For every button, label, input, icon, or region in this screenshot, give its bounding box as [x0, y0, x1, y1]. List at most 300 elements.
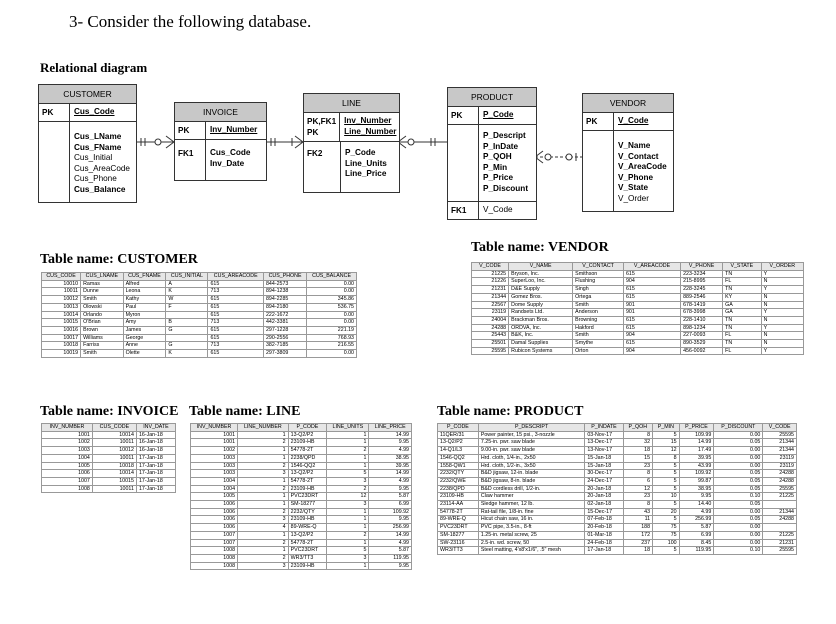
- customer-cell: 10017: [42, 334, 81, 342]
- vendor-cell: FL: [723, 278, 761, 286]
- invoice-cell: 1006: [42, 470, 93, 478]
- customer-cell: F: [166, 303, 208, 311]
- invoice-attr: Cus_Code: [210, 148, 251, 157]
- vendor-attr: V_Name: [618, 141, 651, 150]
- entity-invoice-title: INVOICE: [175, 103, 266, 122]
- line-cell: 14.99: [369, 531, 412, 539]
- customer-cell: 713: [208, 342, 264, 350]
- product-cell: 109.92: [679, 470, 714, 478]
- vendor-cell: 21226: [472, 278, 509, 286]
- vendor-cell: 215-8995: [681, 278, 723, 286]
- line-cell: 1: [327, 462, 369, 470]
- line-cell: 1001: [191, 439, 238, 447]
- product-cell: 75: [653, 531, 680, 539]
- entity-product-title: PRODUCT: [448, 88, 536, 107]
- product-cell: 8.45: [679, 539, 714, 547]
- customer-cell: Leona: [123, 288, 166, 296]
- product-cell: 1558-QW1: [438, 462, 479, 470]
- line-cell: 9.95: [369, 439, 412, 447]
- line-cell: 1: [327, 431, 369, 439]
- vendor-cell: 615: [623, 286, 680, 294]
- vendor-cell: Smythe: [573, 340, 624, 348]
- line-pk-label: PK,FK1 PK: [304, 113, 340, 141]
- invoice-cell: 17-Jan-18: [136, 454, 175, 462]
- table-row: [191, 531, 412, 539]
- table-row: [42, 311, 357, 319]
- vendor-cell: N: [761, 340, 803, 348]
- customer-pk-attr: Cus_Code: [74, 107, 115, 116]
- line-cell: 5.87: [369, 493, 412, 501]
- customer-attr: Cus_Balance: [74, 184, 126, 194]
- invoice-column-header: INV_DATE: [136, 424, 175, 432]
- entity-invoice: [174, 102, 267, 181]
- vendor-attr: V_Contact: [618, 151, 659, 161]
- line-cell: 1006: [191, 501, 238, 509]
- invoice-cell: 1002: [42, 439, 93, 447]
- table-row: [191, 524, 412, 532]
- table-row: [472, 316, 804, 324]
- line-cell: 4: [238, 524, 289, 532]
- vendor-cell: 456-0092: [681, 347, 723, 355]
- vendor-pk-label: PK: [583, 113, 614, 130]
- product-cell: 15-Jan-18: [585, 454, 623, 462]
- line-attr: P_Code: [345, 148, 376, 157]
- product-cell: 0.00: [714, 447, 763, 455]
- vendor-cell: 901: [623, 301, 680, 309]
- table-row: [42, 288, 357, 296]
- product-cell: Hicut chain saw, 16 in.: [478, 516, 585, 524]
- product-column-header: V_CODE: [763, 424, 797, 432]
- product-cell: 0.05: [714, 516, 763, 524]
- vendor-column-header: V_STATE: [723, 263, 761, 271]
- table-row: [191, 493, 412, 501]
- product-cell: 15-Dec-17: [585, 508, 623, 516]
- product-cell: 21344: [763, 447, 797, 455]
- line-column-header: LINE_NUMBER: [238, 424, 289, 432]
- vendor-cell: 24288: [472, 324, 509, 332]
- invoice-cell: 17-Jan-18: [136, 470, 175, 478]
- customer-cell: 0.00: [307, 319, 357, 327]
- vendor-cell: Dome Supply: [509, 301, 573, 309]
- product-attr: P_Descript: [483, 131, 526, 140]
- table-row: [438, 501, 797, 509]
- product-cell: 1.25-in. metal screw, 25: [478, 531, 585, 539]
- vendor-cell: SuperLoo, Inc.: [509, 278, 573, 286]
- vendor-cell: Y: [761, 286, 803, 294]
- invoice-cell: 17-Jan-18: [136, 462, 175, 470]
- product-attr: P_QOH: [483, 152, 512, 161]
- line-cell: 2232/QTY: [288, 508, 327, 516]
- product-cell: 0.10: [714, 547, 763, 555]
- vendor-cell: 23119: [472, 309, 509, 317]
- line-cell: PVC23DRT: [288, 547, 327, 555]
- vendor-cell: Ortega: [573, 293, 624, 301]
- line-cell: 1: [238, 477, 289, 485]
- line-cell: 119.95: [369, 554, 412, 562]
- invoice-cell: 16-Jan-18: [136, 439, 175, 447]
- line-cell: 1004: [191, 485, 238, 493]
- product-cell: 32: [623, 439, 653, 447]
- line-cell: 2: [327, 531, 369, 539]
- product-cell: 13-Dec-17: [585, 439, 623, 447]
- table-row: [472, 309, 804, 317]
- line-table-name: Table name: LINE: [189, 404, 301, 419]
- invoice-cell: 16-Jan-18: [136, 431, 175, 439]
- customer-cell: 10013: [42, 303, 81, 311]
- vendor-cell: 25443: [472, 332, 509, 340]
- product-cell: 99.87: [679, 477, 714, 485]
- vendor-cell: GA: [723, 309, 761, 317]
- line-cell: 14.99: [369, 431, 412, 439]
- customer-cell: 768.93: [307, 334, 357, 342]
- invoice-cell: 10018: [92, 462, 136, 470]
- line-cell: 13-Q2/P2: [288, 531, 327, 539]
- line-cell: 1: [327, 439, 369, 447]
- vendor-column-header: V_CONTACT: [573, 263, 624, 271]
- line-column-header: LINE_UNITS: [327, 424, 369, 432]
- product-cell: WR3/TT3: [438, 547, 479, 555]
- product-cell: 14.99: [679, 439, 714, 447]
- product-column-header: P_INDATE: [585, 424, 623, 432]
- product-cell: 2.5-in. wd. screw, 50: [478, 539, 585, 547]
- vendor-cell: 898-1234: [681, 324, 723, 332]
- table-row: [42, 334, 357, 342]
- table-row: [191, 447, 412, 455]
- invoice-table-name: Table name: INVOICE: [40, 404, 179, 419]
- vendor-cell: KY: [723, 293, 761, 301]
- customer-header-row: [42, 273, 357, 281]
- product-cell: 17-Jan-18: [585, 547, 623, 555]
- diagram-heading: Relational diagram: [40, 60, 148, 75]
- customer-cell: 297-3809: [263, 350, 306, 358]
- table-row: [438, 462, 797, 470]
- customer-table-name: Table name: CUSTOMER: [40, 252, 198, 267]
- vendor-cell: 615: [623, 316, 680, 324]
- table-row: [42, 296, 357, 304]
- product-cell: 9.95: [679, 493, 714, 501]
- line-cell: 9.95: [369, 485, 412, 493]
- invoice-cell: 1003: [42, 447, 93, 455]
- line-attr: Line_Price: [345, 169, 387, 178]
- customer-cell: W: [166, 296, 208, 304]
- customer-cell: 894-2285: [263, 296, 306, 304]
- vendor-cell: N: [761, 278, 803, 286]
- product-cell: 0.00: [714, 508, 763, 516]
- customer-cell: 0.00: [307, 311, 357, 319]
- line-cell: 5.87: [369, 547, 412, 555]
- question-title: 3- Consider the following database.: [69, 12, 312, 31]
- product-cell: Hrd. cloth, 1/2-in., 3x50: [478, 462, 585, 470]
- product-cell: 2238/QPD: [438, 485, 479, 493]
- customer-cell: 615: [208, 326, 264, 334]
- customer-pk-label: PK: [39, 104, 70, 121]
- product-cell: SW-23116: [438, 539, 479, 547]
- product-cell: 0.05: [714, 501, 763, 509]
- customer-cell: 10012: [42, 296, 81, 304]
- entity-vendor: [582, 93, 674, 212]
- customer-cell: 615: [208, 311, 264, 319]
- customer-cell: Myron: [123, 311, 166, 319]
- product-cell: 21344: [763, 508, 797, 516]
- invoice-cell: 10011: [92, 485, 136, 493]
- line-cell: 2: [238, 539, 289, 547]
- product-cell: 5: [653, 516, 680, 524]
- customer-cell: 10011: [42, 288, 81, 296]
- table-row: [191, 554, 412, 562]
- customer-cell: Anne: [123, 342, 166, 350]
- table-row: [472, 278, 804, 286]
- customer-cell: Williams: [81, 334, 123, 342]
- line-cell: 23109-HB: [288, 516, 327, 524]
- customer-cell: 10019: [42, 350, 81, 358]
- product-cell: 11QER/31: [438, 431, 479, 439]
- invoice-header-row: [42, 424, 176, 432]
- table-row: [472, 340, 804, 348]
- customer-cell: K: [166, 350, 208, 358]
- line-cell: 9.95: [369, 562, 412, 570]
- product-cell: 18: [623, 447, 653, 455]
- vendor-cell: 228-3245: [681, 286, 723, 294]
- product-column-header: P_CODE: [438, 424, 479, 432]
- customer-attr: Cus_Phone: [74, 174, 117, 183]
- line-cell: 1001: [191, 431, 238, 439]
- line-cell: 5: [327, 470, 369, 478]
- product-cell: 25595: [763, 547, 797, 555]
- invoice-cell: 10011: [92, 454, 136, 462]
- product-cell: 5: [653, 431, 680, 439]
- vendor-cell: TN: [723, 270, 761, 278]
- vendor-cell: Orton: [573, 347, 624, 355]
- invoice-attr: Inv_Date: [210, 158, 245, 168]
- customer-cell: 10015: [42, 319, 81, 327]
- product-cell: PVC pipe, 3.5-in., 8-ft: [478, 524, 585, 532]
- vendor-cell: Gomez Bros.: [509, 293, 573, 301]
- vendor-cell: N: [761, 293, 803, 301]
- vendor-cell: Smithson: [573, 270, 624, 278]
- product-cell: 01-Mar-18: [585, 531, 623, 539]
- product-header-row: [438, 424, 797, 432]
- customer-cell: 442-3381: [263, 319, 306, 327]
- customer-cell: 713: [208, 319, 264, 327]
- product-cell: 14-Q1/L3: [438, 447, 479, 455]
- customer-cell: [166, 334, 208, 342]
- vendor-cell: D&E Supply: [509, 286, 573, 294]
- product-cell: 54778-2T: [438, 508, 479, 516]
- vendor-header-row: [472, 263, 804, 271]
- line-cell: 4.99: [369, 539, 412, 547]
- product-cell: 0.05: [714, 485, 763, 493]
- customer-cell: 345.86: [307, 296, 357, 304]
- customer-attr: Cus_FName: [74, 142, 122, 152]
- customer-cell: 216.55: [307, 342, 357, 350]
- table-row: [42, 470, 176, 478]
- vendor-pk-attr: V_Code: [618, 116, 649, 125]
- line-cell: 23109-HB: [288, 562, 327, 570]
- vendor-cell: 615: [623, 270, 680, 278]
- invoice-cell: 1008: [42, 485, 93, 493]
- table-row: [472, 347, 804, 355]
- table-row: [438, 547, 797, 555]
- table-row: [191, 454, 412, 462]
- line-cell: 13-Q2/P2: [288, 470, 327, 478]
- customer-cell: 222-1672: [263, 311, 306, 319]
- table-row: [191, 508, 412, 516]
- invoice-cell: 17-Jan-18: [136, 485, 175, 493]
- customer-cell: Orlando: [81, 311, 123, 319]
- product-cell: 75: [653, 524, 680, 532]
- customer-cell: 297-1228: [263, 326, 306, 334]
- customer-cell: 221.19: [307, 326, 357, 334]
- invoice-cell: 10011: [92, 439, 136, 447]
- product-cell: 5: [653, 485, 680, 493]
- product-cell: 23: [623, 493, 653, 501]
- product-column-header: P_QOH: [623, 424, 653, 432]
- invoice-pk-attr: Inv_Number: [210, 125, 258, 134]
- invoice-pk-label: PK: [175, 122, 206, 139]
- product-cell: 119.95: [679, 547, 714, 555]
- product-cell: 20-Feb-18: [585, 524, 623, 532]
- table-row: [42, 462, 176, 470]
- vendor-cell: 901: [623, 309, 680, 317]
- customer-cell: Farriss: [81, 342, 123, 350]
- line-cell: 2: [238, 485, 289, 493]
- vendor-cell: Browning: [573, 316, 624, 324]
- table-row: [191, 501, 412, 509]
- line-cell: 1: [238, 531, 289, 539]
- line-cell: 1007: [191, 539, 238, 547]
- line-attr: Line_Units: [345, 158, 387, 168]
- line-cell: 109.92: [369, 508, 412, 516]
- line-cell: 12: [327, 493, 369, 501]
- customer-cell: O'Brian: [81, 319, 123, 327]
- product-cell: 9.00-in. pwr. saw blade: [478, 447, 585, 455]
- vendor-cell: 22567: [472, 301, 509, 309]
- customer-column-header: CUS_AREACODE: [208, 273, 264, 281]
- line-column-header: P_CODE: [288, 424, 327, 432]
- table-row: [191, 562, 412, 570]
- table-row: [42, 326, 357, 334]
- product-pk-attr: P_Code: [483, 110, 514, 119]
- vendor-cell: Damal Supplies: [509, 340, 573, 348]
- customer-cell: 615: [208, 280, 264, 288]
- product-cell: 07-Feb-18: [585, 516, 623, 524]
- customer-cell: 10014: [42, 311, 81, 319]
- customer-cell: A: [166, 280, 208, 288]
- customer-cell: Olowski: [81, 303, 123, 311]
- product-cell: 5: [653, 547, 680, 555]
- line-cell: 1: [327, 454, 369, 462]
- customer-cell: K: [166, 288, 208, 296]
- vendor-cell: 25595: [472, 347, 509, 355]
- product-cell: 14.40: [679, 501, 714, 509]
- table-row: [42, 477, 176, 485]
- product-cell: 7.25-in. pwr. saw blade: [478, 439, 585, 447]
- vendor-cell: Anderson: [573, 309, 624, 317]
- product-cell: 21231: [763, 539, 797, 547]
- invoice-column-header: INV_NUMBER: [42, 424, 93, 432]
- line-column-header: LINE_PRICE: [369, 424, 412, 432]
- line-cell: 3: [327, 477, 369, 485]
- product-cell: 24-Dec-17: [585, 477, 623, 485]
- line-cell: 14.99: [369, 470, 412, 478]
- product-cell: 25595: [763, 431, 797, 439]
- product-cell: 6.99: [679, 531, 714, 539]
- invoice-cell: 10014: [92, 431, 136, 439]
- vendor-cell: 615: [623, 293, 680, 301]
- line-cell: 1: [238, 501, 289, 509]
- product-cell: 5: [653, 501, 680, 509]
- product-column-header: P_PRICE: [679, 424, 714, 432]
- customer-cell: 536.75: [307, 303, 357, 311]
- customer-cell: G: [166, 342, 208, 350]
- customer-cell: 894-1238: [263, 288, 306, 296]
- product-table-name: Table name: PRODUCT: [437, 404, 584, 419]
- product-cell: 23114-AA: [438, 501, 479, 509]
- vendor-cell: Y: [761, 270, 803, 278]
- vendor-cell: TN: [723, 324, 761, 332]
- vendor-cell: 890-3529: [681, 340, 723, 348]
- line-cell: 1008: [191, 562, 238, 570]
- vendor-cell: Hakford: [573, 324, 624, 332]
- vendor-cell: 21231: [472, 286, 509, 294]
- product-cell: 0.00: [714, 531, 763, 539]
- customer-cell: 713: [208, 288, 264, 296]
- customer-cell: 10018: [42, 342, 81, 350]
- customer-cell: Kathy: [123, 296, 166, 304]
- line-cell: 4.99: [369, 477, 412, 485]
- table-row: [42, 342, 357, 350]
- table-row: [42, 350, 357, 358]
- product-cell: [763, 524, 797, 532]
- line-cell: 54778-2T: [288, 477, 327, 485]
- product-cell: 15: [653, 439, 680, 447]
- product-cell: SM-18277: [438, 531, 479, 539]
- product-column-header: P_MIN: [653, 424, 680, 432]
- product-cell: B&D jigsaw, 8-in. blade: [478, 477, 585, 485]
- product-cell: 0.05: [714, 439, 763, 447]
- customer-cell: James: [123, 326, 166, 334]
- product-cell: 23109-HB: [438, 493, 479, 501]
- table-row: [472, 301, 804, 309]
- line-cell: 89-WRE-Q: [288, 524, 327, 532]
- table-row: [42, 485, 176, 493]
- line-cell: 1: [238, 431, 289, 439]
- table-row: [191, 485, 412, 493]
- table-row: [42, 303, 357, 311]
- customer-column-header: CUS_INITIAL: [166, 273, 208, 281]
- product-cell: 0.00: [714, 539, 763, 547]
- line-cell: 13-Q2/P2: [288, 431, 327, 439]
- product-cell: 18: [623, 547, 653, 555]
- customer-cell: B: [166, 319, 208, 327]
- customer-cell: 10016: [42, 326, 81, 334]
- customer-column-header: CUS_LNAME: [81, 273, 123, 281]
- line-cell: 39.95: [369, 462, 412, 470]
- product-cell: 20-Jan-18: [585, 485, 623, 493]
- customer-cell: 382-7185: [263, 342, 306, 350]
- line-cell: 1002: [191, 447, 238, 455]
- table-row: [438, 539, 797, 547]
- entity-customer: [38, 84, 137, 203]
- line-cell: 54778-2T: [288, 447, 327, 455]
- product-cell: 20: [653, 508, 680, 516]
- vendor-cell: Bryson, Inc.: [509, 270, 573, 278]
- product-cell: 10: [653, 493, 680, 501]
- line-cell: 6.99: [369, 501, 412, 509]
- line-cell: 1: [238, 454, 289, 462]
- product-cell: 21344: [763, 439, 797, 447]
- line-cell: 1005: [191, 493, 238, 501]
